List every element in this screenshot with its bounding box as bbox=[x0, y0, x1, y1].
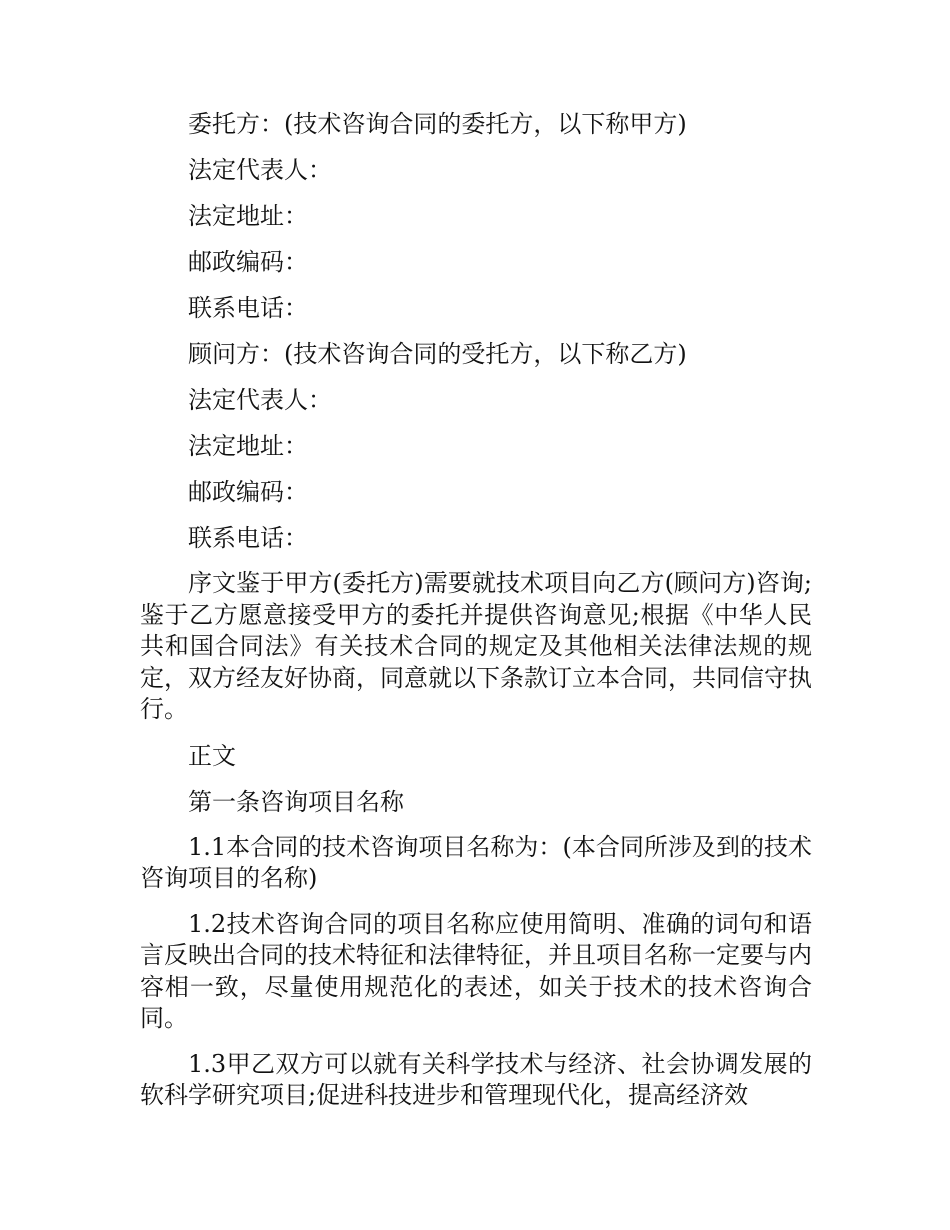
document-body bbox=[140, 108, 812, 1126]
consultant-postal-code-line: 邮政编码： bbox=[188, 478, 308, 506]
consultant-party-line: 顾问方：(技术咨询合同的受托方，以下称乙方) bbox=[188, 340, 687, 368]
main-text-heading: 正文 bbox=[188, 741, 236, 770]
clause-1-3-paragraph: 1.3甲乙双方可以就有关科学技术与经济、社会协调发展的软科学研究项目;促进科技进步和管理现代化，提高经济效 bbox=[140, 1049, 812, 1109]
principal-postal-code-line: 邮政编码： bbox=[188, 248, 308, 276]
consultant-legal-address-line: 法定地址： bbox=[188, 432, 308, 460]
principal-legal-representative-line: 法定代表人： bbox=[188, 156, 332, 184]
principal-party-line: 委托方：(技术咨询合同的委托方，以下称甲方) bbox=[188, 110, 687, 138]
principal-legal-address-line: 法定地址： bbox=[188, 202, 308, 230]
principal-phone-line: 联系电话： bbox=[188, 294, 308, 322]
preamble-paragraph: 序文鉴于甲方(委托方)需要就技术项目向乙方(顾问方)咨询;鉴于乙方愿意接受甲方的委托并提供咨询意见;根据《中华人民共和国合同法》有关技术合同的规定及其他相关法律法规的规定，双方经友好协商，同意就以下条款订立本合同，共同信守执行。 bbox=[140, 569, 812, 723]
consultant-legal-representative-line: 法定代表人： bbox=[188, 386, 332, 414]
clause-1-1-paragraph: 1.1本合同的技术咨询项目名称为：(本合同所涉及到的技术咨询项目的名称) bbox=[140, 832, 812, 892]
clause-1-2-paragraph: 1.2技术咨询合同的项目名称应使用简明、准确的词句和语言反映出合同的技术特征和法律特征，并且项目名称一定要与内容相一致，尽量使用规范化的表述，如关于技术的技术咨询合同。 bbox=[140, 909, 812, 1032]
article-one-heading: 第一条咨询项目名称 bbox=[188, 787, 404, 816]
consultant-phone-line: 联系电话： bbox=[188, 524, 308, 552]
